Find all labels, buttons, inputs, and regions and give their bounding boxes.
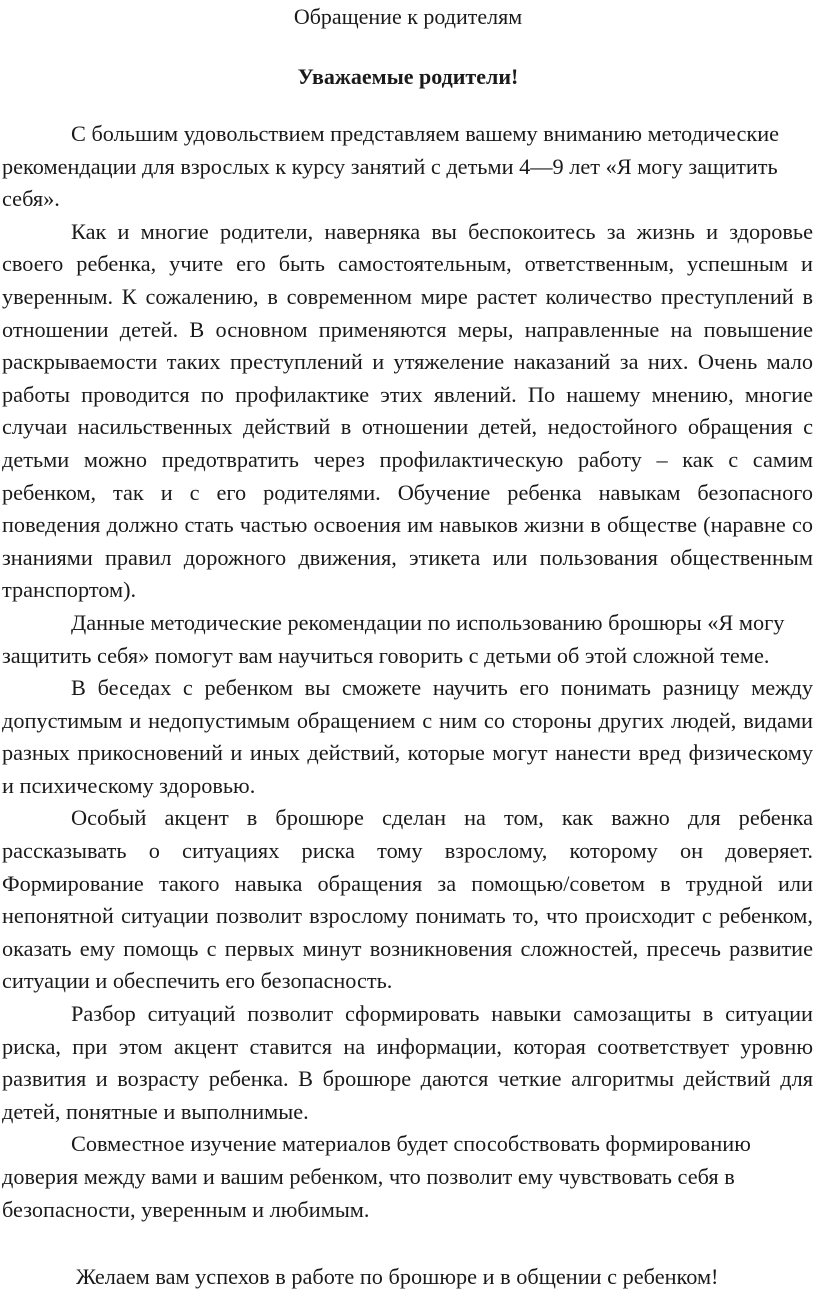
paragraph-situations: Разбор ситуаций позволит сформировать навыки самозащиты в ситуации риска, при этом акцент ставится на информации, которая соответствует уровню развития и возрасту ребенка. В брошюре даются четкие алгоритмы действий для детей, понятные и выполнимые.: [2, 1001, 813, 1124]
closing-line: Желаем вам успехов в работе по брошюре и в общении с ребенком!: [76, 1264, 719, 1289]
paragraph-accent: Особый акцент в брошюре сделан на том, как важно для ребенка рассказывать о ситуациях риска тому взрослому, которому он доверяет. Формирование такого навыка обращения за помощью/советом в трудной или непонятной ситуации позволит взрослому понимать то, что происходит с ребенком, оказать ему помощь с первых минут возникновения сложностей, пресечь развитие ситуации и обеспечить его безопасность.: [2, 805, 813, 994]
paragraph-recommendations: Данные методические рекомендации по использованию брошюры «Я могу защитить себя» помогут вам научиться говорить с детьми об этой сложной теме.: [2, 609, 785, 668]
document-title: Обращение к родителям: [293, 4, 523, 29]
paragraph-joint-study: Совместное изучение материалов будет способствовать формированию доверия между вами и вашим ребенком, что позволит ему чувствовать себя в безопасности, уверенным и любимым.: [2, 1131, 751, 1222]
greeting-heading: Уважаемые родители!: [297, 64, 519, 89]
paragraph-intro: С большим удовольствием представляем вашему вниманию методические рекомендации для взрослых к курсу занятий с детьми 4—9 лет «Я могу защитить себя».: [2, 121, 780, 212]
paragraph-conversations: В беседах с ребенком вы сможете научить его понимать разницу между допустимым и недопустимым обращением с ним со стороны других людей, видами разных прикосновений и иных действий, которые могут нанести вред физическому и психическому здоровью.: [2, 675, 813, 798]
paragraph-concern: Как и многие родители, наверняка вы беспокоитесь за жизнь и здоровье своего ребенка, учите его быть самостоятельным, ответственным, успешным и уверенным. К сожалению, в современном мире растет количество преступлений в отношении детей. В основном применяются меры, направленные на повышение раскрываемости таких преступлений и утяжеление наказаний за них. Очень мало работы проводится по профилактике этих явлений. По нашему мнению, многие случаи насильственных действий в отношении детей, недостойного обращения с детьми можно предотвратить через профилактическую работу – как с самим ребенком, так и с его родителями. Обучение ребенка навыкам безопасного поведения должно стать частью освоения им навыков жизни в обществе (наравне со знаниями правил дорожного движения, этикета или пользования общественным транспортом).: [2, 218, 813, 603]
letter-body: [2, 118, 813, 1226]
